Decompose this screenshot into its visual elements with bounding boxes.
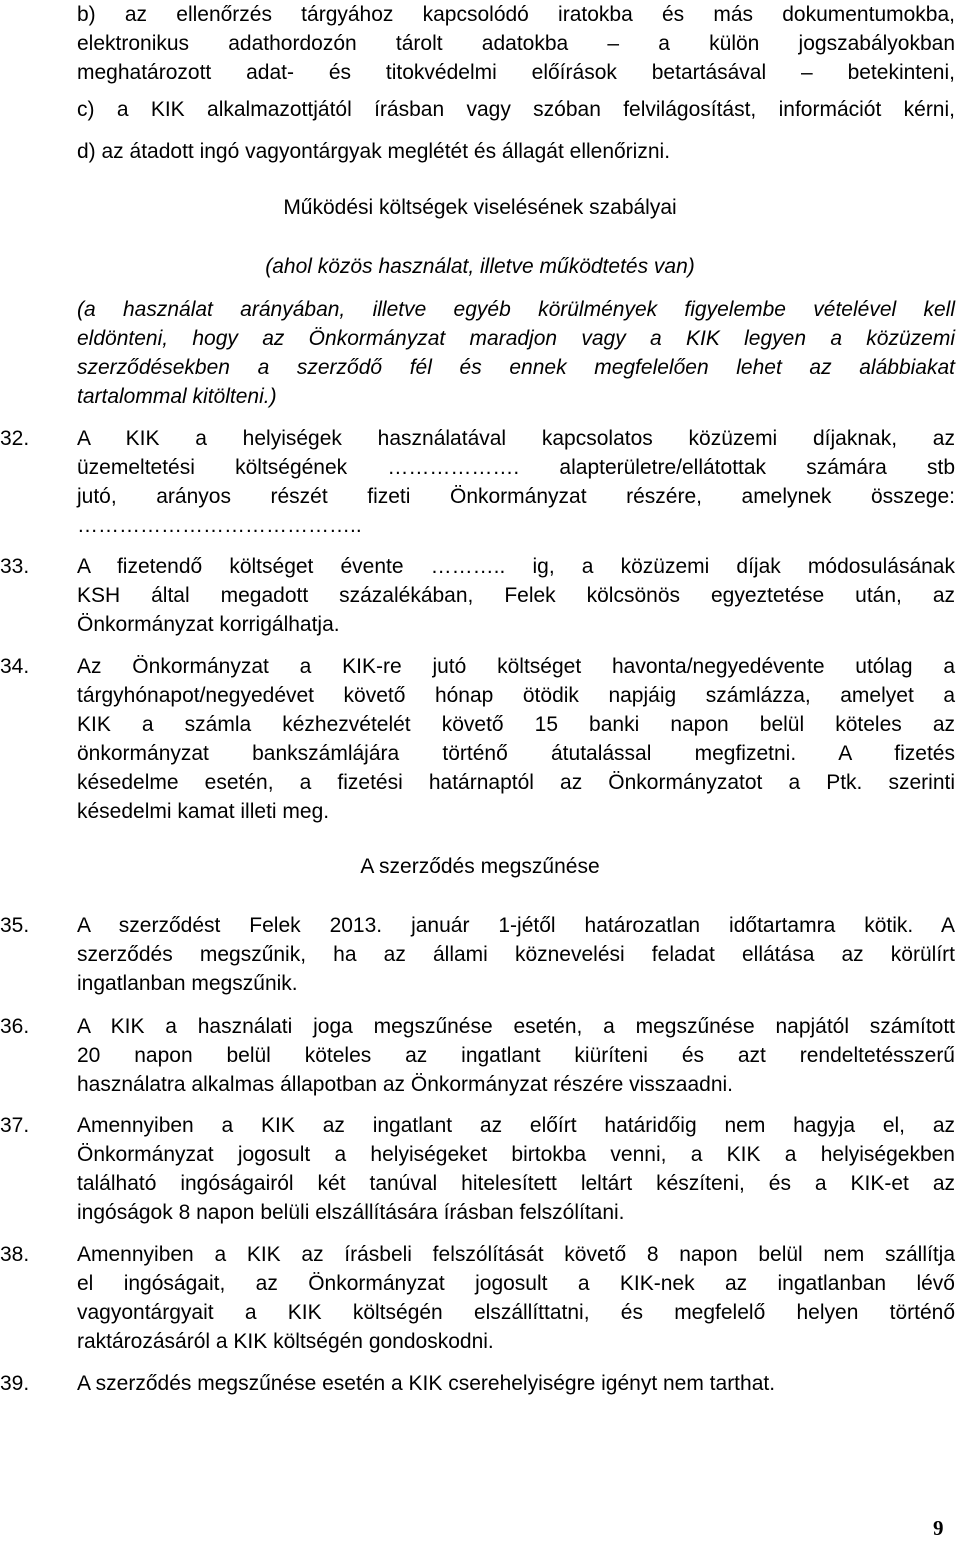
intro-item-c [77,95,955,124]
costs-note-line: szerződésekben a szerződő fél és ennek megfelelően lehet az alábbiakat [77,356,955,379]
intro-b-line-2: elektronikus adathordozón tárolt adatokba – a külön jogszabályokban [77,32,955,55]
clause-number: 36. [0,1015,30,1038]
clause-number: 33. [0,555,30,578]
clause-number: 34. [0,655,30,678]
clause-number: 37. [0,1114,30,1137]
clause-number: 35. [0,914,30,937]
clause-line: A fizetendő költséget évente ……….. ig, a közüzemi díjak módosulásának [77,555,955,578]
clause-line: KIK a számla kézhezvételét követő 15 banki napon belül köteles az [77,713,955,736]
clause-line: Amennyiben a KIK az írásbeli felszólítását követő 8 napon belül nem szállítja [77,1243,955,1266]
clause-line: Önkormányzat jogosult a helyiségeket birtokba venni, a KIK a helyiségekben [77,1143,955,1166]
clause-line: el ingóságait, az Önkormányzat jogosult a KIK-nek az ingatlanban lévő [77,1272,955,1295]
costs-note-line: eldönteni, hogy az Önkormányzat maradjon vagy a KIK legyen a közüzemi [77,327,955,350]
clause-line: tárgyhónapot/negyedévet követő hónap ötödik napjáig számlázza, amelyet a [77,684,955,707]
clause-line: ingatlanban megszűnik. [77,972,298,995]
clause-line: raktározásáról a KIK költségén gondoskodni. [77,1330,494,1353]
intro-b-line-1: b) az ellenőrzés tárgyához kapcsolódó iratokba és más dokumentumokba, [77,3,955,26]
clause-line: található ingóságairól két tanúval hitelesített leltárt készíteni, és a KIK-et az [77,1172,955,1195]
clause-line: A szerződés megszűnése esetén a KIK cserehelyiségre igényt nem tarthat. [77,1372,776,1395]
clause-line: késedelmi kamat illeti meg. [77,800,330,823]
costs-note-line: tartalommal kitölteni.) [77,385,277,408]
clause-line: ingóságok 8 napon belüli elszállítására írásban felszólítani. [77,1201,625,1224]
costs-note-line: (a használat arányában, illetve egyéb körülmények figyelembe vételével kell [77,298,955,321]
clause-number: 39. [0,1372,30,1395]
clause-line: késedelme esetén, a fizetési határnaptól az Önkormányzatot a Ptk. szerinti [77,771,955,794]
clause-line: üzemeltetési költségének ………………. alapterületre/ellátottak számára stb [77,456,955,479]
clause-line: szerződés megszűnik, ha az állami köznevelési feladat ellátása az körülírt [77,943,955,966]
clause-line: ………………………………….. [77,514,362,537]
section-subheading-costs: (ahol közös használat, illetve működtetés van) [265,255,695,278]
clause-number: 32. [0,427,30,450]
clause-number: 38. [0,1243,30,1266]
clause-line: A KIK a használati joga megszűnése esetén, a megszűnése napjától számított [77,1015,955,1038]
clause-line: A szerződést Felek 2013. január 1-jétől határozatlan időtartamra kötik. A [77,914,955,937]
section-heading-costs: Működési költségek viselésének szabályai [283,196,677,219]
intro-item-d [77,137,955,166]
clause-line: Önkormányzat korrigálhatja. [77,613,340,636]
intro-b-line-3: meghatározott adat- és titokvédelmi előírások betartásával – betekinteni, [77,61,955,84]
clause-line: vagyontárgyait a KIK költségén elszállíttatni, és megfelelő helyen történő [77,1301,955,1324]
intro-item-b [77,0,955,87]
section-heading-termination: A szerződés megszűnése [360,855,600,878]
clause-line: A KIK a helyiségek használatával kapcsolatos közüzemi díjaknak, az [77,427,955,450]
intro-c-text: c) a KIK alkalmazottjától írásban vagy szóban felvilágosítást, információt kérni, [77,98,955,121]
intro-d-text: d) az átadott ingó vagyontárgyak meglétét és állagát ellenőrizni. [77,140,671,163]
clause-line: jutó, arányos részét fizeti Önkormányzat részére, amelynek összege: [77,485,955,508]
clause-line: önkormányzat bankszámlájára történő átutalással megfizetni. A fizetés [77,742,955,765]
costs-note [77,295,955,411]
clause-line: KSH által megadott százalékában, Felek kölcsönös egyeztetése után, az [77,584,955,607]
clause-line: 20 napon belül köteles az ingatlant kiüríteni és azt rendeltetésszerű [77,1044,955,1067]
clause-line: Amennyiben a KIK az ingatlant az előírt határidőig nem hagyja el, az [77,1114,955,1137]
clause-line: használatra alkalmas állapotban az Önkormányzat részére visszaadni. [77,1073,733,1096]
page-number: 9 [933,1516,944,1540]
clause-line: Az Önkormányzat a KIK-re jutó költséget havonta/negyedévente utólag a [77,655,955,678]
